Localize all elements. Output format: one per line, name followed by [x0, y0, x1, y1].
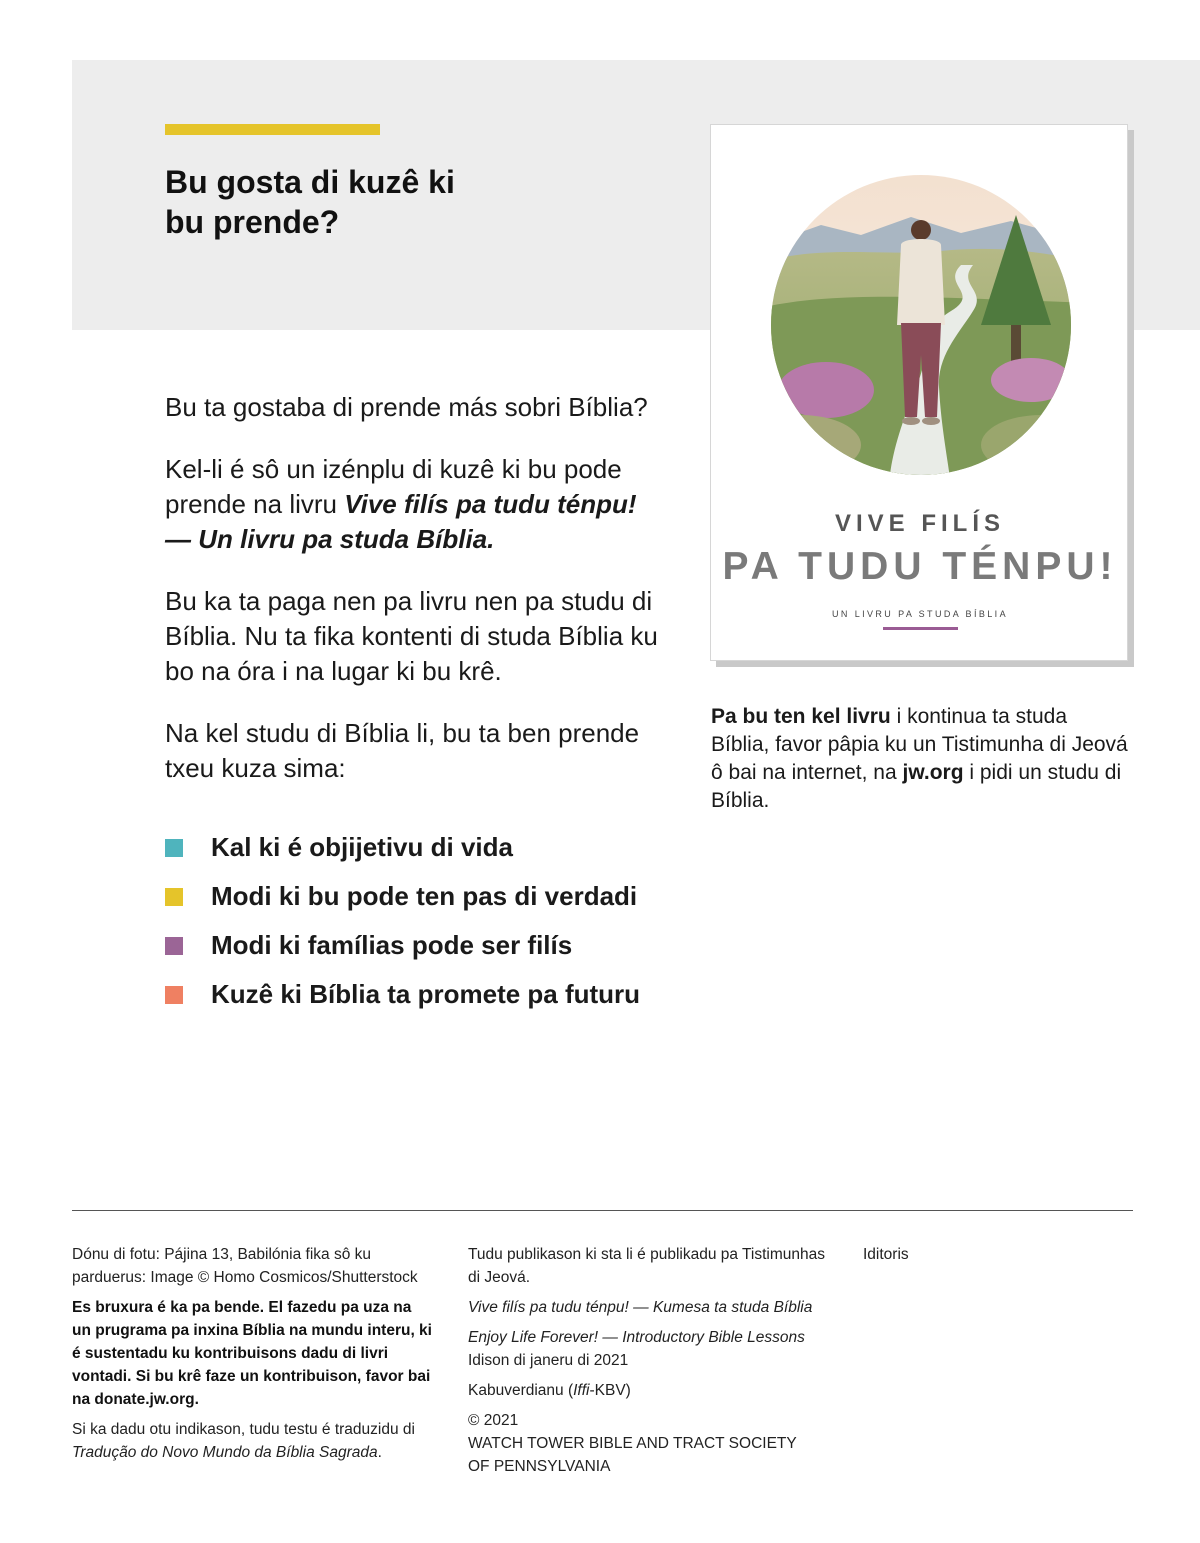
title-english — [468, 1326, 838, 1372]
book-title: Vive filís pa tudu ténpu! — [344, 489, 637, 519]
book-paragraph — [165, 452, 685, 557]
cover-title-line1: VIVE FILÍS — [834, 510, 1006, 537]
free-study-paragraph: Bu ka ta paga nen pa livru nen pa studu di Bíblia. Nu ta fika kontenti di studa Bíblia ku bo na óra i na lugar ki bu krê. — [165, 586, 658, 686]
list-item-label: Modi ki bu pode ten pas di verdadi — [211, 881, 638, 911]
translation-note-text: Si ka dadu otu indikason, tudu testu é traduzidu di — [72, 1421, 415, 1438]
translation-note — [72, 1418, 432, 1464]
footer-col-publication — [468, 1243, 838, 1485]
bullet-square-icon — [165, 986, 183, 1004]
copyright — [468, 1409, 838, 1478]
intro-paragraph: Bu ta gostaba di prende más sobri Bíblia? — [165, 392, 648, 422]
book-paragraph-text: Kel-li é sô un izénplu di kuzê ki bu pode prende na livru — [165, 454, 622, 519]
page-title-line2: bu prende? — [165, 204, 340, 240]
list-item — [165, 928, 685, 963]
not-for-sale-notice: Es bruxura é ka pa bende. El fazedu pa uza na un prugrama pa inxina Bíblia na mundu interu, ki é sustentadu ku kontribuisons dadu di livri vontadi. Si bu krê faze un kontribuison, favor bai na donate.jw.org. — [72, 1299, 432, 1408]
language-code-italic: Iffi — [573, 1382, 590, 1399]
page-title-line1: Bu gosta di kuzê ki — [165, 164, 455, 200]
cover-subtitle: UN LIVRU PA STUDA BÍBLIA — [832, 609, 1008, 619]
publishers-label: Iditoris — [863, 1246, 909, 1263]
get-book-end: i pidi un studu di Bíblia. — [711, 761, 1122, 812]
get-book-text: i kontinua ta studa Bíblia, favor pâpia ku un Tistimunha di Jeová ô bai na internet, na — [711, 705, 1128, 784]
get-book-lead: Pa bu ten kel livru — [711, 705, 891, 728]
cover-illustration — [711, 125, 1128, 505]
bullet-square-icon — [165, 888, 183, 906]
page-title — [165, 162, 605, 242]
language-code-end: -KBV) — [589, 1382, 631, 1399]
list-item — [165, 977, 685, 1012]
bullet-square-icon — [165, 937, 183, 955]
list-item-label: Kal ki é objijetivu di vida — [211, 832, 513, 862]
bullet-square-icon — [165, 839, 183, 857]
title-english-text: Enjoy Life Forever! — Introductory Bible Lessons — [468, 1329, 805, 1346]
translation-title: Tradução do Novo Mundo da Bíblia Sagrada — [72, 1444, 378, 1461]
cover-title-line2: PA TUDU TÉNPU! — [722, 545, 1118, 588]
list-item — [165, 830, 685, 865]
title-local — [468, 1296, 838, 1319]
footer-col-publishers — [863, 1243, 1063, 1273]
cover-subtitle-underline — [883, 627, 958, 630]
footer-col-credits — [72, 1243, 432, 1471]
language-code-start: Kabuverdianu ( — [468, 1382, 574, 1399]
edition: Idison di janeru di 2021 — [468, 1352, 629, 1369]
copyright-year: © 2021 — [468, 1412, 519, 1429]
learn-paragraph: Na kel studu di Bíblia li, bu ta ben prende txeu kuza sima: — [165, 718, 640, 783]
get-book-note — [711, 703, 1131, 815]
language-code — [468, 1379, 838, 1402]
publisher-statement: Tudu publikason ki sta li é publikadu pa Tistimunhas di Jeová. — [468, 1246, 825, 1286]
photo-credit: Dónu di fotu: Pájina 13, Babilónia fika sô ku parduerus: Image © Homo Cosmicos/Shutterstock — [72, 1246, 418, 1286]
publisher-line2: OF PENNSYLVANIA — [468, 1458, 611, 1475]
publisher-line1: WATCH TOWER BIBLE AND TRACT SOCIETY — [468, 1435, 797, 1452]
book-cover — [710, 124, 1128, 661]
title-local-text: Vive filís pa tudu ténpu! — Kumesa ta studa Bíblia — [468, 1299, 813, 1316]
footer-divider — [72, 1210, 1133, 1211]
title-accent-bar — [165, 124, 380, 135]
topics-list — [165, 830, 685, 1026]
main-body — [165, 390, 685, 813]
list-item-label: Modi ki famílias pode ser filís — [211, 930, 573, 960]
list-item-label: Kuzê ki Bíblia ta promete pa futuru — [211, 979, 641, 1009]
translation-note-end: . — [377, 1444, 382, 1461]
list-item — [165, 879, 685, 914]
book-subtitle: — Un livru pa studa Bíblia. — [165, 524, 495, 554]
jw-org-link[interactable]: jw.org — [902, 761, 964, 784]
